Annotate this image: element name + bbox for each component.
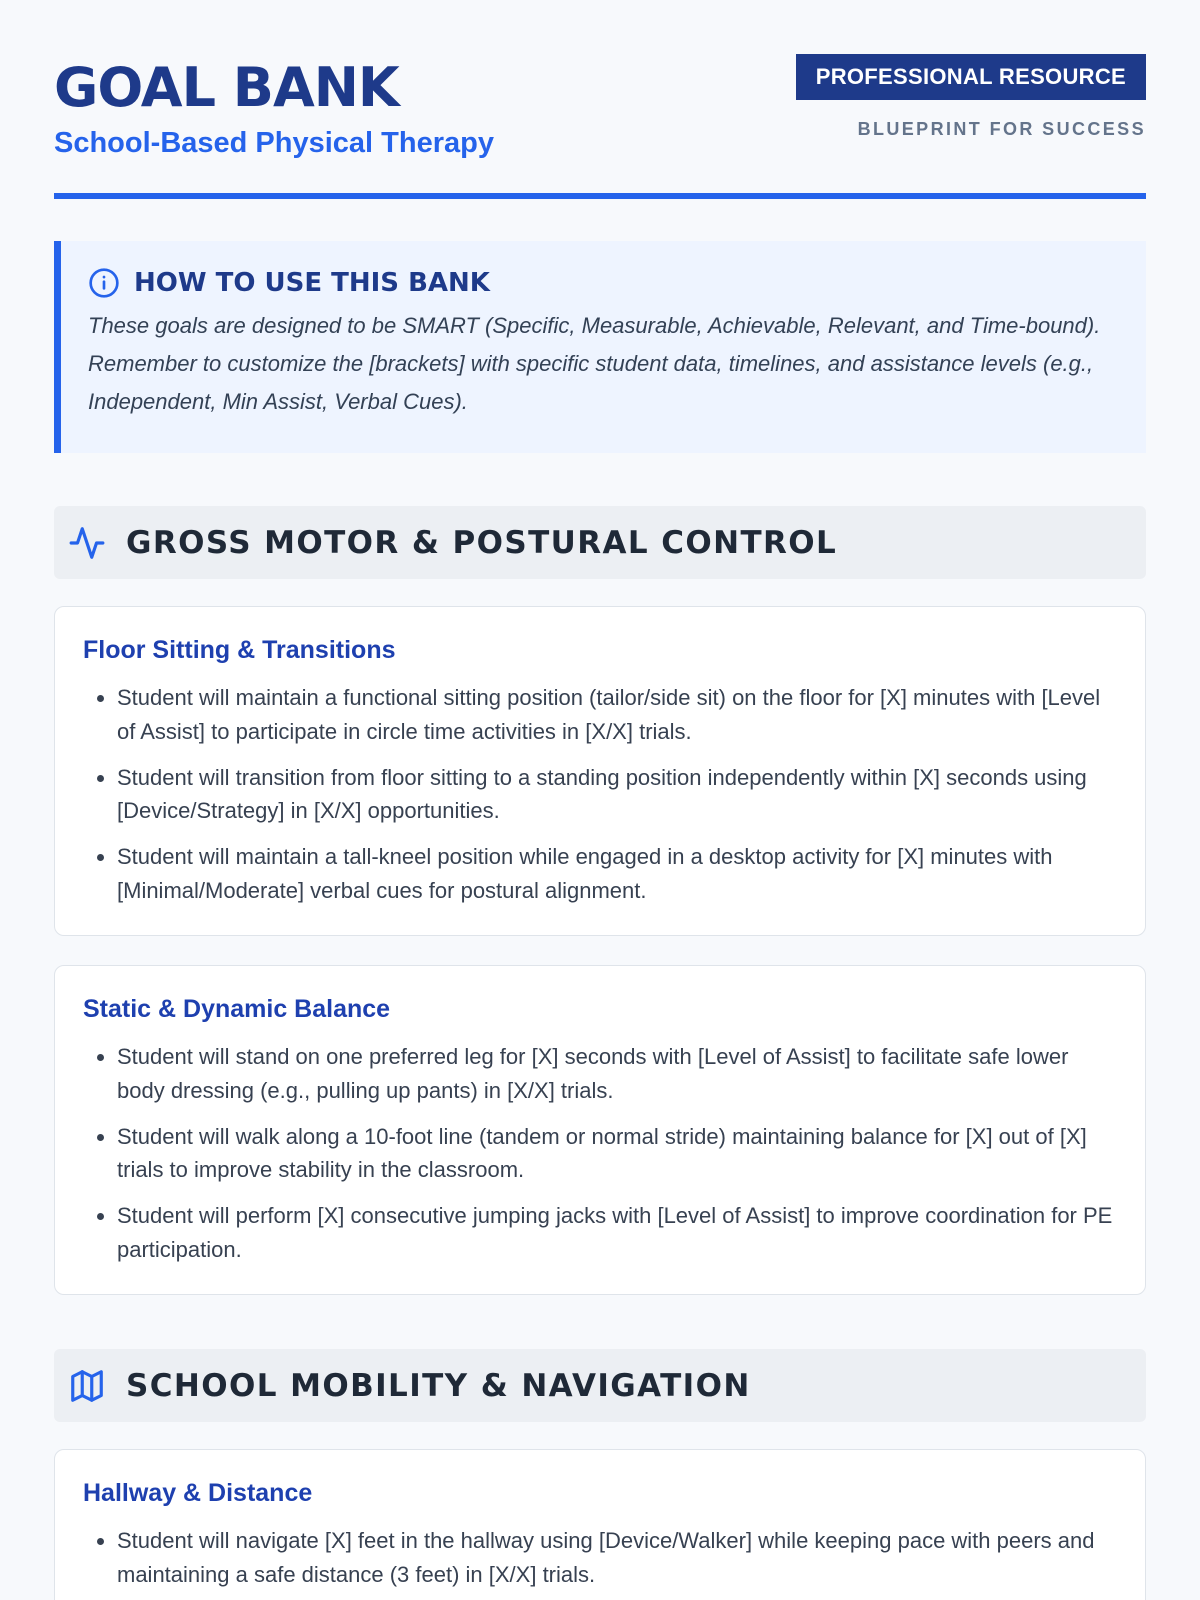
section-title: GROSS MOTOR & POSTURAL CONTROL <box>126 524 838 561</box>
map-icon <box>68 1367 106 1405</box>
goal-card-floor-sitting <box>54 606 1146 936</box>
goal-card-hallway <box>54 1449 1146 1600</box>
resource-badge: PROFESSIONAL RESOURCE <box>796 54 1146 100</box>
page-title: GOAL BANK <box>54 56 399 119</box>
card-title: Hallway & Distance <box>83 1479 313 1507</box>
callout-text: These goals are designed to be SMART (Specific, Measurable, Achievable, Relevant, and Time-bound). Remember to customize the [brackets] with specific student data, timelines, and assistance levels (e.g., Independent, Min Assist, Verbal Cues). <box>88 313 1101 414</box>
goal-card-balance <box>54 965 1146 1295</box>
section-title: SCHOOL MOBILITY & NAVIGATION <box>126 1367 751 1404</box>
goal-list <box>83 681 1119 907</box>
info-icon <box>88 267 120 299</box>
activity-pulse-icon <box>68 524 106 562</box>
section-header-gross-motor <box>54 506 1146 579</box>
how-to-use-callout <box>54 241 1146 453</box>
goal-item: • Student will walk along a 10-foot line (tandem or normal stride) maintaining balance for [X] out of [X] trials to improve stability in the classroom. <box>117 1120 1119 1187</box>
goal-item: • Student will transition from floor sitting to a standing position independently within [X] seconds using [Device/Strategy] in [X/X] opportunities. <box>117 761 1119 828</box>
callout-header <box>88 263 1120 303</box>
header <box>54 0 1146 200</box>
section-header-school-mobility <box>54 1349 1146 1422</box>
goal-list <box>83 1040 1119 1266</box>
tagline: BLUEPRINT FOR SUCCESS <box>857 119 1146 139</box>
card-title: Static & Dynamic Balance <box>83 995 391 1023</box>
goal-item: • Student will stand on one preferred leg for [X] seconds with [Level of Assist] to facilitate safe lower body dressing (e.g., pulling up pants) in [X/X] trials. <box>117 1040 1119 1107</box>
callout-title: HOW TO USE THIS BANK <box>134 268 490 298</box>
goal-item: • Student will perform [X] consecutive jumping jacks with [Level of Assist] to improve coordination for PE participation. <box>117 1199 1119 1266</box>
card-title: Floor Sitting & Transitions <box>83 636 396 664</box>
goal-item: • Student will maintain a functional sitting position (tailor/side sit) on the floor for [X] minutes with [Level of Assist] to participate in circle time activities in [X/X] trials. <box>117 681 1119 748</box>
goal-item: • Student will navigate [X] feet in the hallway using [Device/Walker] while keeping pace with peers and maintaining a safe distance (3 feet) in [X/X] trials. <box>117 1524 1119 1591</box>
header-divider <box>54 193 1146 199</box>
goal-item: • Student will maintain a tall-kneel position while engaged in a desktop activity for [X] minutes with [Minimal/Moderate] verbal cues for postural alignment. <box>117 840 1119 907</box>
page-subtitle: School-Based Physical Therapy <box>54 127 494 159</box>
goal-list <box>83 1524 1119 1591</box>
